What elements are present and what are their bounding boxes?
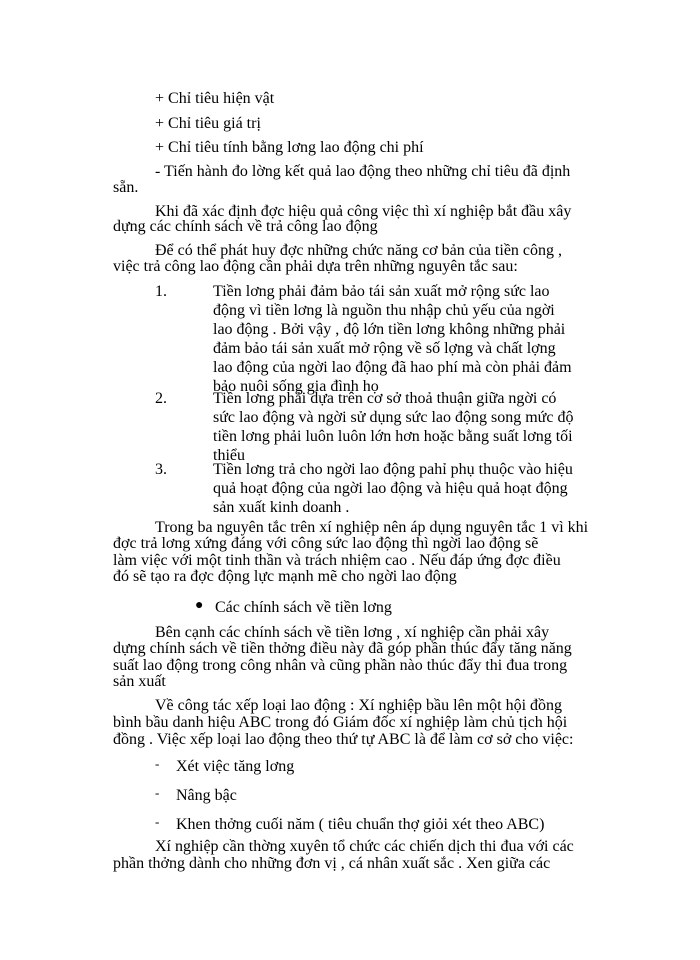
- principle-line: Tiền lơng phải dựa trên cơ sở thoả thuận giữa ngời có: [213, 390, 557, 407]
- principle-line: động vì tiền lơng là nguồn thu nhập chủ yếu của ngời: [213, 302, 555, 319]
- dash-marker: -: [155, 785, 160, 800]
- principle-item: [213, 460, 619, 517]
- paragraph-line: suất lao động trong công nhân và cũng phần nào thúc đẩy thi đua trong: [113, 657, 568, 674]
- principle-line: Tiền lơng phải đảm bảo tái sản xuất mở rộng sức lao: [213, 283, 550, 300]
- bullet-icon: ●: [195, 598, 204, 613]
- paragraph-line: dựng các chính sách về trả công lao động: [113, 218, 378, 235]
- principle-line: đảm bảo tái sản xuất mở rộng về số lợng và chất lợng: [213, 340, 556, 357]
- paragraph-line: Trong ba nguyên tắc trên xí nghiệp nên áp dụng nguyên tắc 1 vì khi: [155, 519, 589, 536]
- list-number: 3.: [155, 461, 167, 478]
- paragraph-line: Về công tác xếp loại lao động : Xí nghiệp bầu lên một hội đồng: [155, 697, 563, 714]
- paragraph-line: đó sẽ tạo ra đợc động lực mạnh mẽ cho ngời lao động: [113, 568, 457, 585]
- dash-marker: -: [155, 756, 160, 771]
- principle-line: lao động của ngời lao động đã hao phí mà còn phải đảm: [213, 359, 572, 376]
- paragraph-line: sản xuất: [113, 673, 166, 690]
- list-number: 1.: [155, 283, 167, 300]
- paragraph-line: bình bầu danh hiệu ABC trong đó Giám đốc xí nghiệp làm chủ tịch hội: [113, 714, 568, 731]
- paragraph-line: Khi đã xác định đợc hiệu quả công việc thì xí nghiệp bắt đầu xây: [155, 203, 572, 220]
- principle-line: tiền lơng phải luôn luôn lớn hơn hoặc bằng suất lơng tối: [213, 428, 573, 445]
- paragraph-line: Để có thể phát huy đợc những chức năng cơ bản của tiền công ,: [155, 242, 563, 259]
- paragraph-line: Xí nghiệp cần thờng xuyên tổ chức các chiến dịch thi đua với các: [155, 838, 574, 855]
- principle-line: quả hoạt động của ngời lao động và hiệu quả hoạt động: [213, 480, 568, 497]
- paragraph-line: làm việc với một tinh thần và trách nhiệm cao . Nếu đáp ứng đợc điều: [113, 552, 561, 569]
- paragraph-line: đợc trả lơng xứng đáng với công sức lao động thì ngời lao động sẽ: [113, 535, 539, 552]
- dash-marker: -: [155, 814, 160, 829]
- criteria-item: + Chỉ tiêu hiện vật: [155, 90, 275, 107]
- paragraph-line: phần thởng dành cho những đơn vị , cá nhân xuất sắc . Xen giữa các: [113, 855, 551, 872]
- paragraph-line: việc trả công lao động cần phải dựa trên những nguyên tắc sau:: [113, 258, 518, 275]
- principle-line: bảo nuôi sống gia đình họ: [213, 378, 379, 395]
- principle-line: lao động . Bởi vậy , độ lớn tiền lơng không những phải: [213, 321, 566, 338]
- paragraph-line: Bên cạnh các chính sách về tiền lơng , xí nghiệp cần phải xây: [155, 624, 550, 641]
- measure-line: sẵn.: [113, 179, 139, 196]
- principle-line: sản xuất kinh doanh .: [213, 499, 350, 516]
- measure-line: - Tiến hành đo lờng kết quả lao động theo những chỉ tiêu đã định: [155, 163, 571, 180]
- principle-line: thiểu: [213, 447, 245, 464]
- principle-line: Tiền lơng trả cho ngời lao động pahỉ phụ thuộc vào hiệu: [213, 461, 573, 478]
- principle-line: sức lao động và ngời sử dụng sức lao động song mức độ: [213, 409, 574, 426]
- criteria-item: + Chỉ tiêu tính bằng lơng lao động chi phí: [155, 139, 424, 156]
- paragraph-line: dựng chính sách về tiền thởng điều này đã góp phần thúc đẩy tăng năng: [113, 640, 572, 657]
- paragraph-line: đồng . Việc xếp loại lao động theo thứ tự ABC là để làm cơ sở cho việc:: [113, 731, 574, 748]
- criteria-item: + Chỉ tiêu giá trị: [155, 115, 261, 132]
- list-item: Khen thởng cuối năm ( tiêu chuẩn thợ giỏi xét theo ABC): [176, 816, 545, 833]
- principle-item: [213, 389, 619, 465]
- list-item: Xét việc tăng lơng: [176, 758, 295, 775]
- principle-item: [213, 282, 619, 396]
- list-item: Nâng bậc: [176, 787, 237, 804]
- section-heading: Các chính sách về tiền lơng: [215, 599, 392, 616]
- list-number: 2.: [155, 390, 167, 407]
